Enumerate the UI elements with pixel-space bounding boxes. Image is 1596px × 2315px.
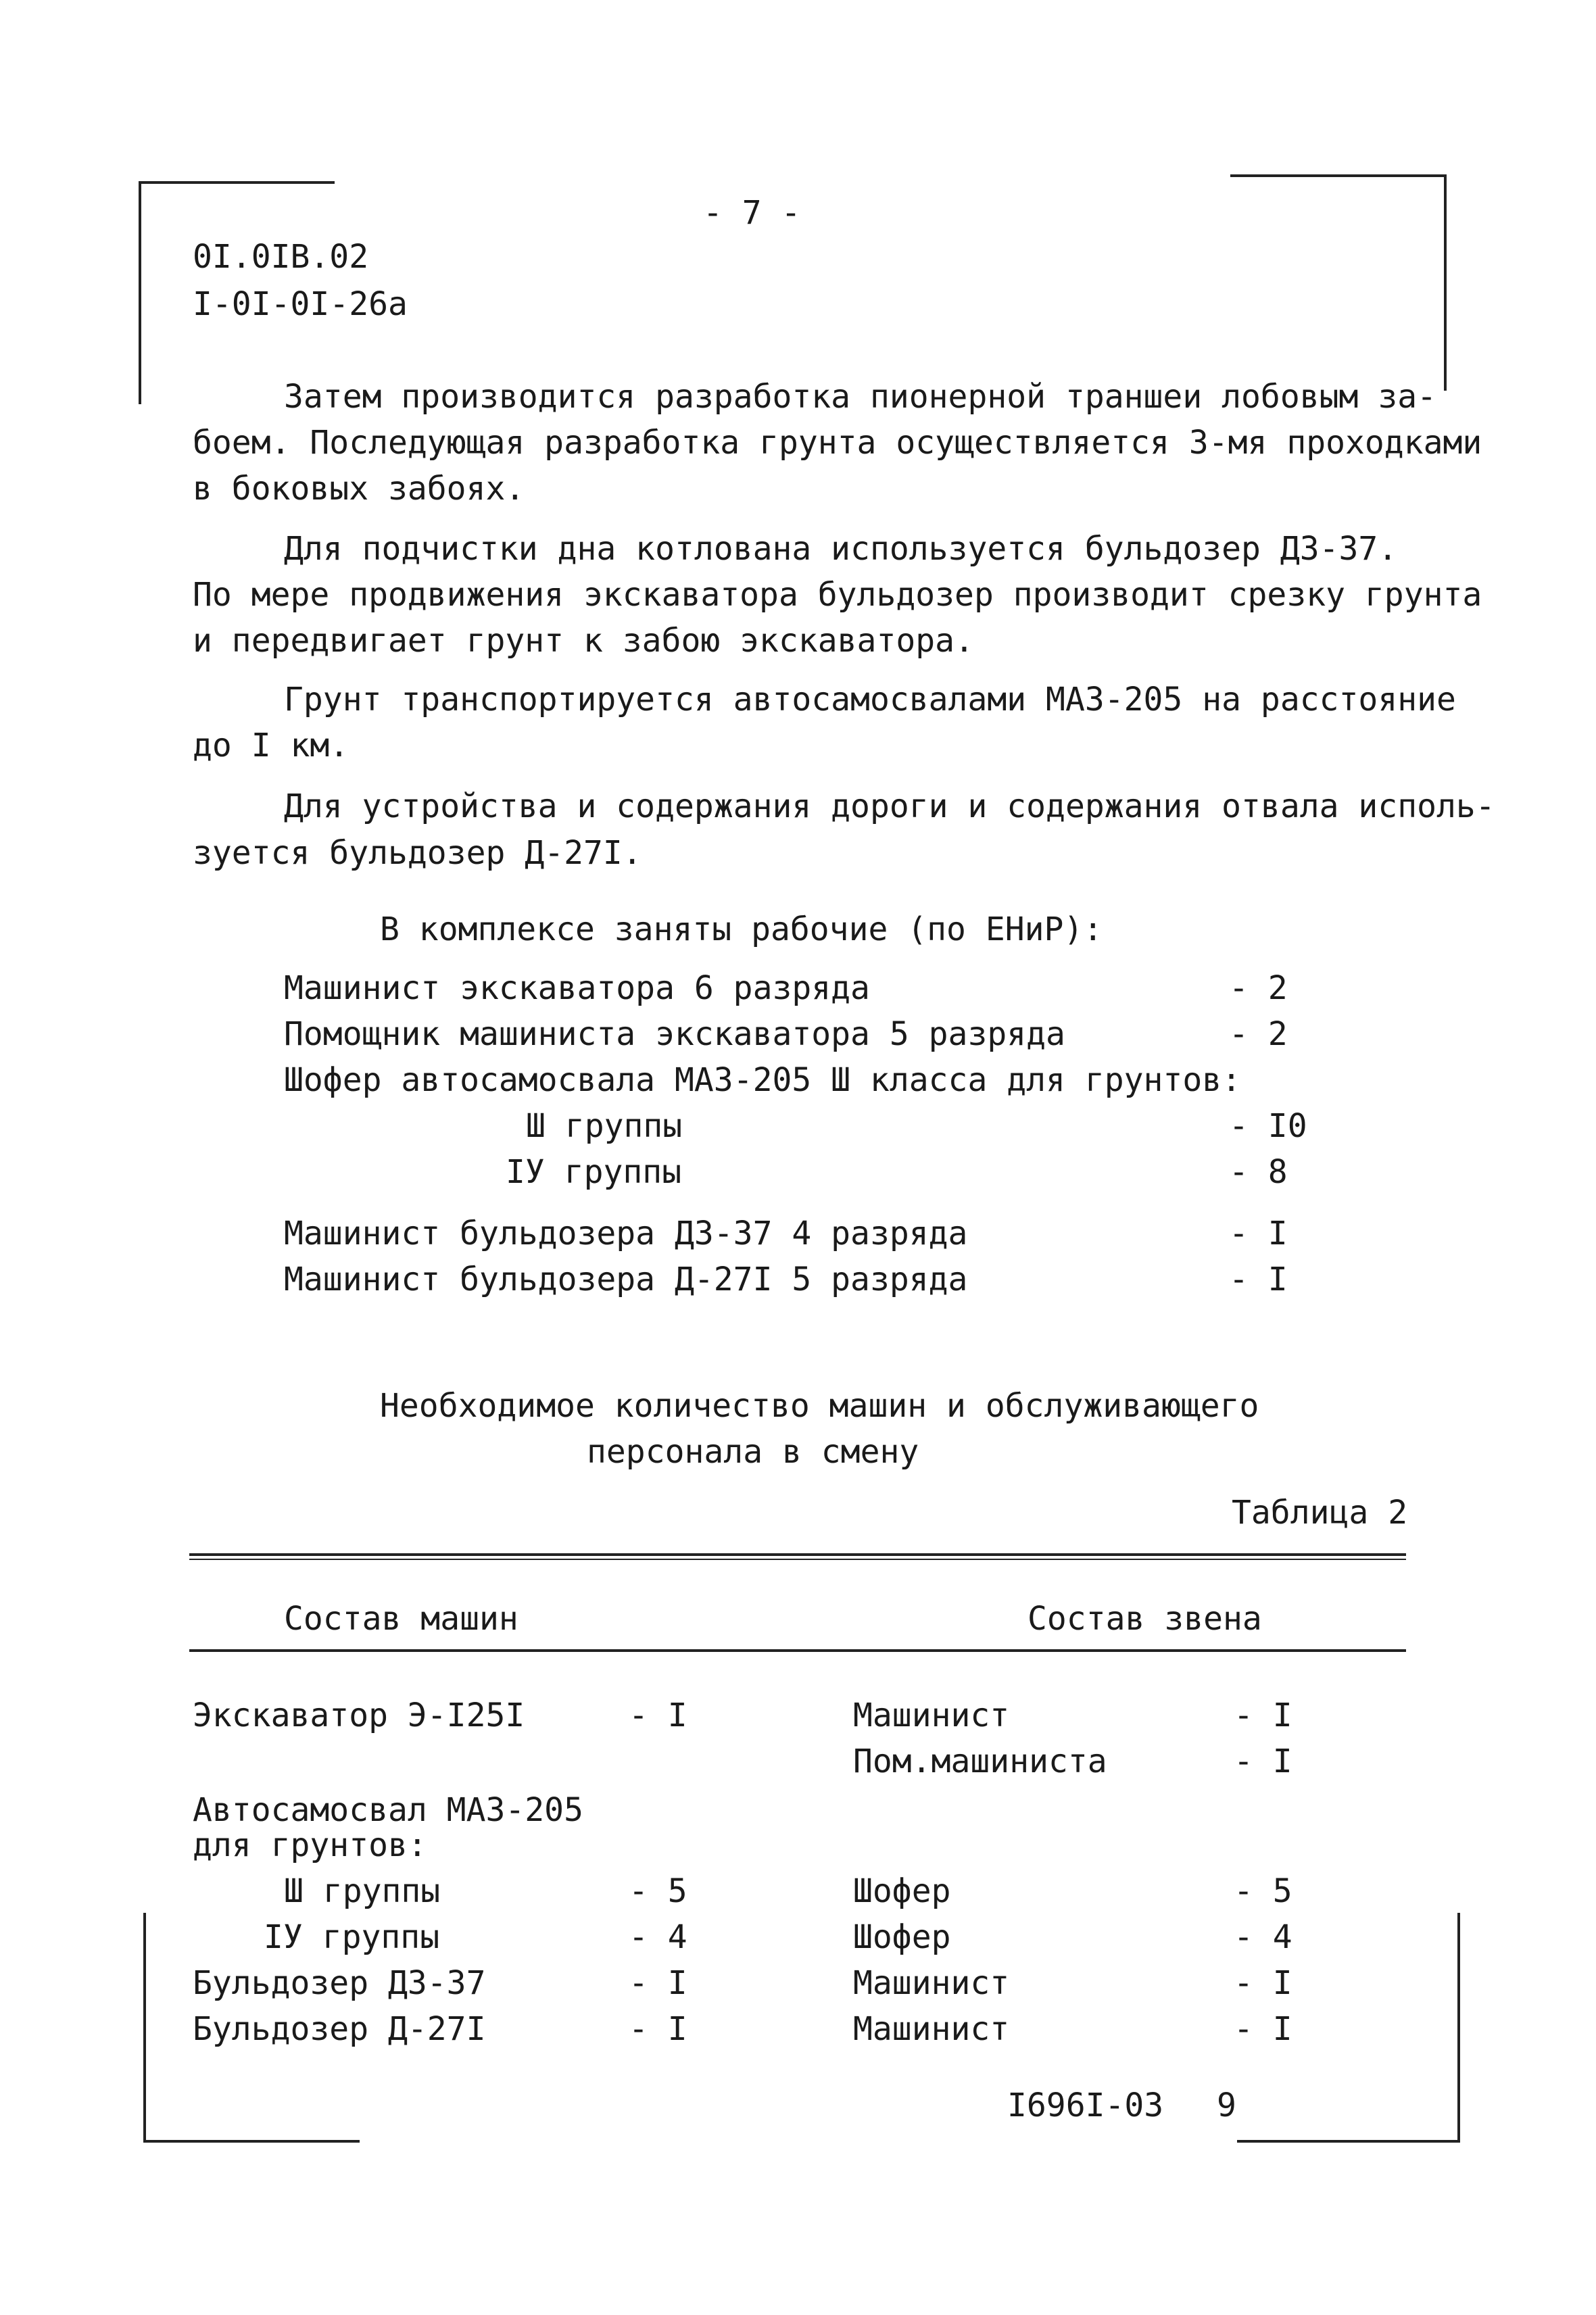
frame-bottom-left xyxy=(143,2140,360,2143)
table-header: Состав машин xyxy=(284,1600,518,1638)
paragraph-line: до I км. xyxy=(193,727,349,764)
machine-name: Экскаватор Э-I25I xyxy=(193,1697,525,1734)
machine-qty: - 4 xyxy=(629,1918,687,1956)
paragraph-line: Для устройства и содержания дороги и содержания отвала исполь- xyxy=(284,787,1495,825)
frame-bottom-right xyxy=(1237,2140,1460,2143)
worker-count: - 8 xyxy=(1229,1153,1288,1191)
table-top-rule xyxy=(189,1559,1406,1560)
table-caption: Таблица 2 xyxy=(1232,1494,1408,1532)
worker-count: - I xyxy=(1229,1261,1288,1298)
doc-code: 0I.0IB.02 xyxy=(193,238,369,276)
machine-qty: - I xyxy=(629,1697,687,1734)
paragraph-line: Грунт транспортируется автосамосвалами МАЗ-205 на расстояние xyxy=(284,681,1456,718)
paragraph-line: Затем производится разработка пионерной траншеи лобовым за- xyxy=(284,378,1437,416)
worker-label: Машинист бульдозера ДЗ-37 4 разряда xyxy=(284,1215,968,1252)
crew-role: Пом.машиниста xyxy=(853,1743,1107,1780)
worker-count: - 2 xyxy=(1229,1015,1288,1053)
crew-qty: - I xyxy=(1234,1964,1292,2002)
paragraph-line: зуется бульдозер Д-27I. xyxy=(193,834,642,872)
worker-label: Ш группы xyxy=(526,1107,683,1145)
machine-name: Бульдозер Д-27I xyxy=(193,2010,486,2048)
crew-role: Шофер xyxy=(853,1872,951,1910)
table-header: Состав звена xyxy=(1027,1600,1262,1638)
worker-count: - I xyxy=(1229,1215,1288,1252)
crew-qty: - I xyxy=(1234,2010,1292,2048)
crew-qty: - 5 xyxy=(1234,1872,1292,1910)
frame-right-bottom xyxy=(1457,1913,1460,2143)
machine-name: IУ группы xyxy=(264,1918,440,1956)
machine-name: Автосамосвал МАЗ-205 xyxy=(193,1791,583,1829)
worker-label: Помощник машиниста экскаватора 5 разряда xyxy=(284,1015,1065,1053)
worker-label: Машинист экскаватора 6 разряда xyxy=(284,969,870,1007)
paragraph-line: в боковых забоях. xyxy=(193,470,525,508)
workers-intro: В комплексе заняты рабочие (по ЕНиР): xyxy=(380,910,1103,948)
frame-top-left xyxy=(139,181,335,184)
frame-left-bottom xyxy=(143,1913,146,2143)
machine-qty: - 5 xyxy=(629,1872,687,1910)
crew-qty: - I xyxy=(1234,1743,1292,1780)
crew-role: Машинист xyxy=(853,1964,1010,2002)
table-top-rule xyxy=(189,1553,1406,1556)
crew-qty: - 4 xyxy=(1234,1918,1292,1956)
paragraph-line: и передвигает грунт к забою экскаватора. xyxy=(193,622,974,660)
machine-name: для грунтов: xyxy=(193,1826,427,1864)
table-title: Необходимое количество машин и обслуживающего xyxy=(380,1387,1259,1425)
machine-name: Ш группы xyxy=(284,1872,441,1910)
table-header-rule xyxy=(189,1649,1406,1652)
machine-name: Бульдозер ДЗ-37 xyxy=(193,1964,486,2002)
worker-label: Машинист бульдозера Д-27I 5 разряда xyxy=(284,1261,968,1298)
crew-role: Машинист xyxy=(853,2010,1010,2048)
crew-qty: - I xyxy=(1234,1697,1292,1734)
worker-count: - 2 xyxy=(1229,969,1288,1007)
machine-qty: - I xyxy=(629,2010,687,2048)
machine-qty: - I xyxy=(629,1964,687,2002)
paragraph-line: По мере продвижения экскаватора бульдозер производит срезку грунта xyxy=(193,576,1482,614)
worker-label: Шофер автосамосвала МАЗ-205 Ш класса для грунтов: xyxy=(284,1061,1242,1099)
crew-role: Шофер xyxy=(853,1918,951,1956)
frame-left-top xyxy=(139,181,141,404)
worker-count: - I0 xyxy=(1229,1107,1307,1145)
table-title: персонала в смену xyxy=(587,1433,919,1471)
paragraph-line: Для подчистки дна котлована используется бульдозер ДЗ-37. xyxy=(284,530,1398,568)
doc-code: I-0I-0I-26a xyxy=(193,285,408,323)
worker-label: IУ группы xyxy=(506,1153,682,1191)
frame-right-top xyxy=(1444,174,1447,391)
frame-top-right xyxy=(1230,174,1447,177)
crew-role: Машинист xyxy=(853,1697,1010,1734)
footer-sheet: 9 xyxy=(1217,2087,1236,2124)
paragraph-line: боем. Последующая разработка грунта осуществляется 3-мя проходками xyxy=(193,424,1482,462)
footer-code: I696I-03 xyxy=(1007,2087,1164,2124)
page-number: - 7 - xyxy=(703,194,801,232)
